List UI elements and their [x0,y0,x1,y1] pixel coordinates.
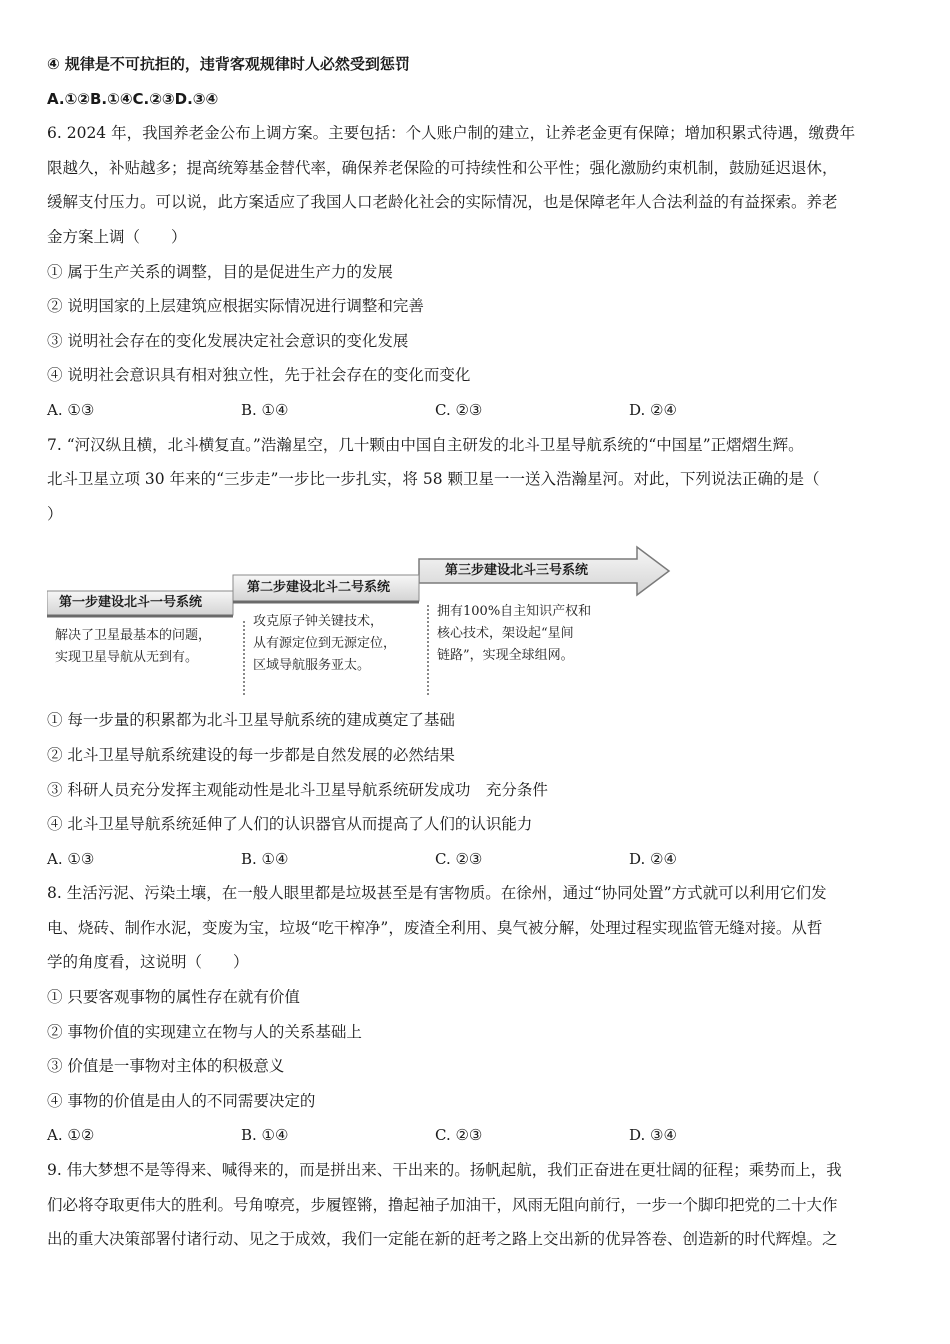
question-6-stem-line: 缓解支付压力。可以说，此方案适应了我国人口老龄化社会的实际情况，也是保障老年人合法利益的有益探索。养老 [47,193,838,212]
exam-page [47,47,907,1257]
step-3-text: 链路”，实现全球组网。 [437,648,574,664]
step-3-text: 拥有100%自主知识产权和 [437,604,592,620]
question-7-stem-line: 7. “河汉纵且横，北斗横复直。”浩瀚星空，几十颗由中国自主研发的北斗卫星导航系统的“中国星”正熠熠生辉。 [47,435,804,454]
option-c: C. ②③ [435,1126,483,1145]
question-7-item: ③ 科研人员充分发挥主观能动性是北斗卫星导航系统研发成功 充分条件 [47,780,548,799]
step-1-text: 实现卫星导航从无到有。 [55,650,199,666]
step-3-title: 第三步建设北斗三号系统 [445,563,589,579]
question-7-item: ④ 北斗卫星导航系统延伸了人们的认识器官从而提高了人们的认识能力 [47,815,533,834]
divider [243,621,245,695]
question-6-options [47,393,907,428]
question-8-item: ③ 价值是一事物对主体的积极意义 [47,1057,285,1076]
question-9-stem-line: 们必将夺取更伟大的胜利。号角嘹亮，步履铿锵，撸起袖子加油干，风雨无阻向前行，一步一个脚印把党的二十大作 [47,1195,838,1214]
prev-item-4: ④ 规律是不可抗拒的，违背客观规律时人必然受到惩罚 [47,55,410,73]
question-6-item: ① 属于生产关系的调整，目的是促进生产力的发展 [47,262,393,281]
question-6 [47,116,907,427]
question-9-stem-line: 9. 伟大梦想不是等得来、喊得来的，而是拼出来、干出来的。扬帆起航，我们正奋进在更壮阔的征程；乘势而上，我 [47,1161,842,1180]
option-b: B. ①④ [241,849,289,868]
question-8-stem-line: 电、烧砖、制作水泥，变废为宝，垃圾“吃干榨净”，废渣全利用、臭气被分解，处理过程实现监管无缝对接。从哲 [47,918,823,937]
question-6-stem-line: 6. 2024 年，我国养老金公布上调方案。主要包括：个人账户制的建立，让养老金更有保障；增加积累式待遇，缴费年 [47,124,856,143]
question-7 [47,428,907,877]
question-8-item: ① 只要客观事物的属性存在就有价值 [47,988,300,1007]
step-2-title: 第二步建设北斗二号系统 [247,580,391,596]
option-a: A. ①③ [47,849,95,868]
prev-answer-options: A.①②B.①④C.②③D.③④ [47,89,219,108]
step-1-text: 解决了卫星最基本的问题， [55,628,212,644]
step-3 [433,559,643,667]
option-a: A. ①② [47,1126,95,1145]
question-6-stem-line: 限越久，补贴越多；提高统筹基金替代率，确保养老保险的可持续性和公平性；强化激励约束机制，鼓励延迟退休， [47,158,838,177]
question-8 [47,876,907,1153]
step-2-text: 从有源定位到无源定位， [253,636,397,652]
question-7-options [47,842,907,877]
question-8-item: ④ 事物的价值是由人的不同需要决定的 [47,1091,316,1110]
question-7-stem-line: ） [47,504,63,523]
question-8-stem-line: 8. 生活污泥、污染土壤，在一般人眼里都是垃圾甚至是有害物质。在徐州，通过“协同处置”方式就可以利用它们发 [47,884,827,903]
step-2-text: 区域导航服务亚太。 [253,658,371,674]
step-3-text: 核心技术，架设起“星间 [437,626,574,642]
question-8-item: ② 事物价值的实现建立在物与人的关系基础上 [47,1022,362,1041]
option-b: B. ①④ [241,400,289,419]
option-c: C. ②③ [435,400,483,419]
question-8-options [47,1118,907,1153]
option-c: C. ②③ [435,849,483,868]
question-9-stem-line: 出的重大决策部署付诸行动、见之于成效，我们一定能在新的赶考之路上交出新的优异答卷、创造新的时代辉煌。之 [47,1230,838,1249]
option-d: D. ③④ [629,1126,677,1145]
question-9 [47,1153,907,1257]
divider [427,605,429,695]
step-1-title: 第一步建设北斗一号系统 [59,595,203,611]
question-7-item: ① 每一步量的积累都为北斗卫星导航系统的建成奠定了基础 [47,711,455,730]
option-d: D. ②④ [629,400,677,419]
question-6-item: ② 说明国家的上层建筑应根据实际情况进行调整和完善 [47,297,424,316]
question-7-item: ② 北斗卫星导航系统建设的每一步都是自然发展的必然结果 [47,745,455,764]
question-6-item: ③ 说明社会存在的变化发展决定社会意识的变化发展 [47,331,409,350]
question-7-stem-line: 北斗卫星立项 30 年来的“三步走”一步比一步扎实，将 58 颗卫星一一送入浩瀚星河。对此，下列说法正确的是（ [47,470,820,489]
beidou-three-steps-figure [47,539,677,699]
step-1 [47,591,233,669]
question-8-stem-line: 学的角度看，这说明（ ） [47,953,249,972]
step-2 [247,575,419,677]
option-a: A. ①③ [47,400,95,419]
question-6-item: ④ 说明社会意识具有相对独立性，先于社会存在的变化而变化 [47,366,471,385]
option-d: D. ②④ [629,849,677,868]
question-6-stem-line: 金方案上调（ ） [47,227,187,246]
option-b: B. ①④ [241,1126,289,1145]
step-2-text: 攻克原子钟关键技术， [253,614,384,630]
